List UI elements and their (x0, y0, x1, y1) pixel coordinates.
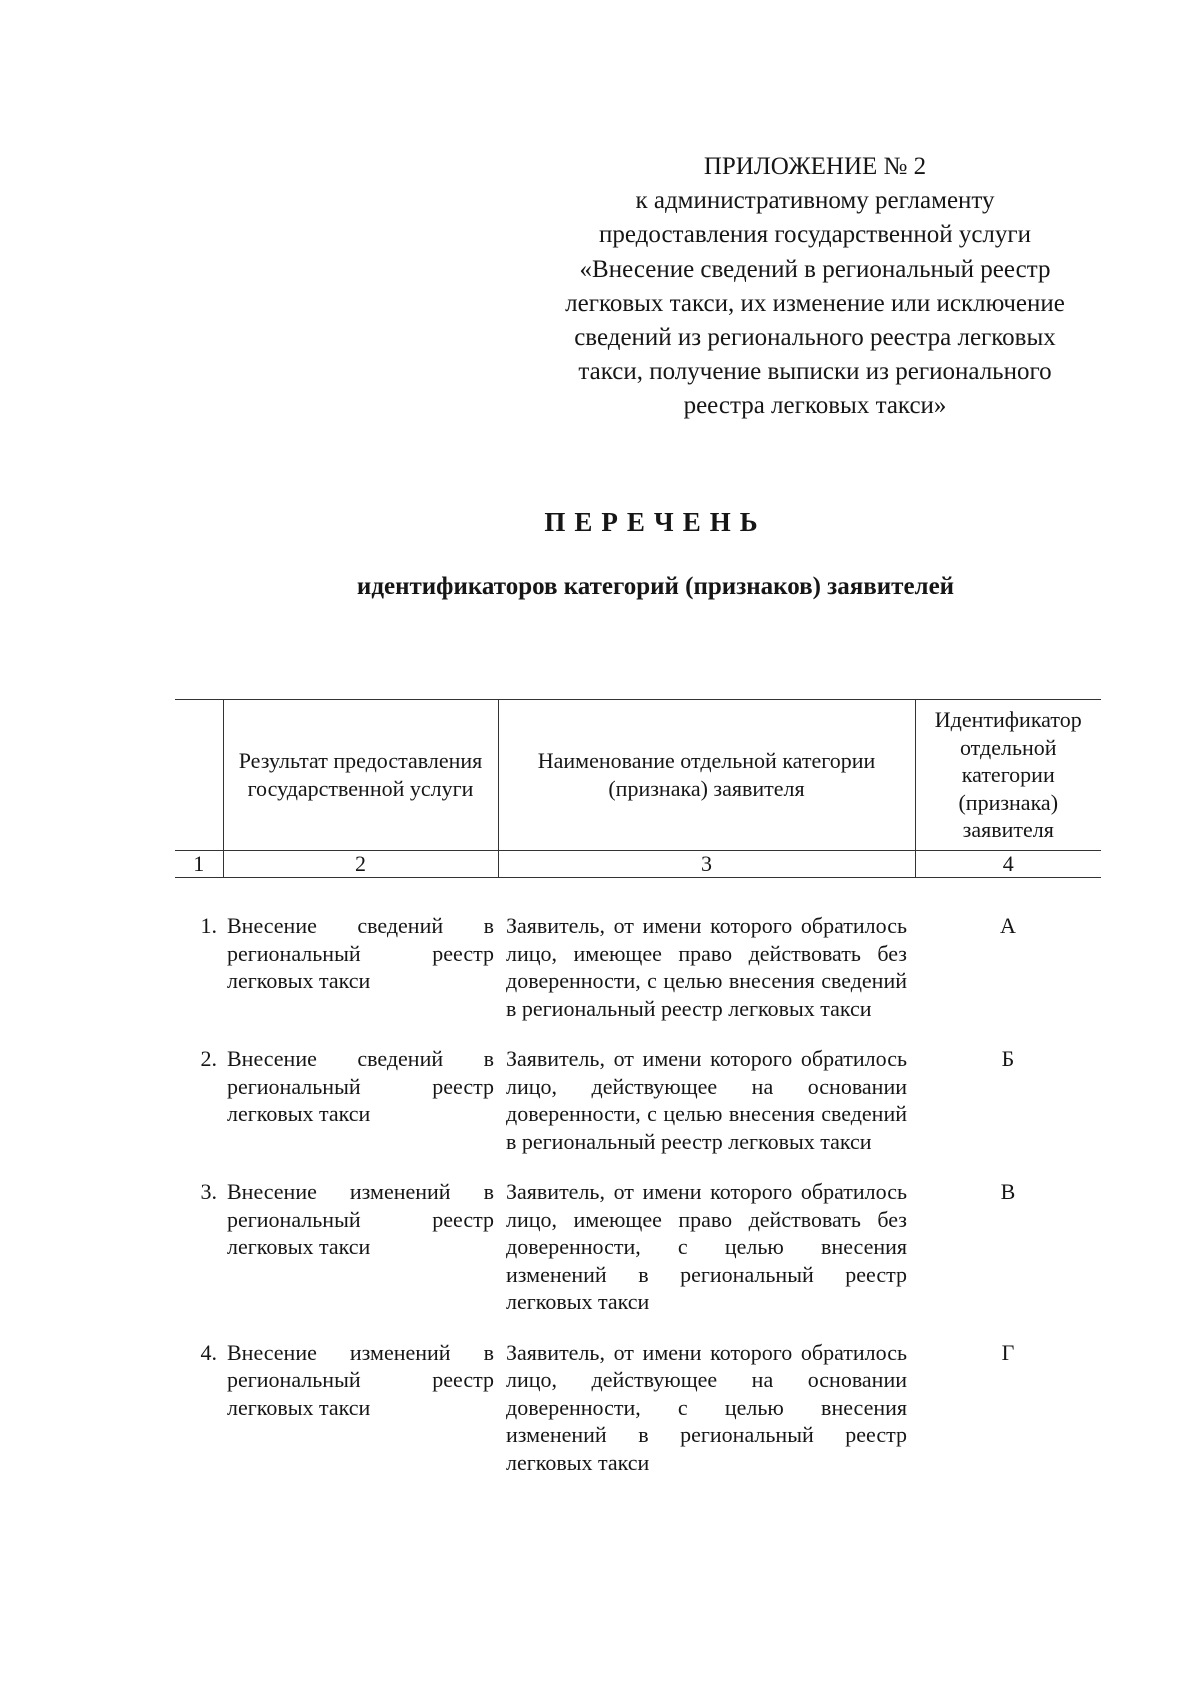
table-row (175, 1339, 1101, 1500)
appendix-line: к административному регламенту (635, 187, 995, 215)
row-category: Заявитель, от имени которого обратилось лицо, действующее на основании доверенности, с целью внесения сведений в региональный реестр легковых такси (506, 1046, 907, 1154)
row-category: Заявитель, от имени которого обратилось лицо, имеющее право действовать без доверенности, с целью внесения сведений в региональный реестр легковых такси (506, 913, 907, 1021)
appendix-line: предоставления государственной услуги (598, 221, 1032, 249)
row-identifier: А (1000, 913, 1016, 938)
appendix-line: реестра легковых такси» (683, 392, 947, 420)
document-subtitle: идентификаторов категорий (признаков) заявителей (356, 573, 955, 600)
row-result: Внесение изменений в региональный реестр легковых такси (227, 1179, 494, 1259)
table-row (175, 1178, 1101, 1339)
table-header-row (175, 700, 1101, 851)
header-cell-result: Результат предоставления государственной услуги (223, 700, 498, 851)
column-number: 2 (223, 851, 498, 878)
table-row (175, 878, 1101, 1046)
row-identifier: Б (1001, 1046, 1015, 1071)
column-numbers-row (175, 851, 1101, 878)
row-category: Заявитель, от имени которого обратилось лицо, действующее на основании доверенности, с целью внесения изменений в региональный реестр легковых такси (506, 1339, 907, 1475)
row-identifier: В (1000, 1179, 1016, 1204)
identifiers-table (175, 699, 1101, 1499)
row-number: 4. (200, 1339, 217, 1365)
appendix-line: такси, получение выписки из регионального (578, 358, 1052, 386)
header-cell-number (175, 700, 223, 851)
appendix-header (535, 150, 1095, 424)
header-cell-identifier: Идентификатор отдельной категории (признака) заявителя (915, 700, 1101, 851)
row-identifier: Г (1001, 1339, 1015, 1365)
column-number: 3 (498, 851, 915, 878)
row-result: Внесение изменений в региональный реестр легковых такси (227, 1339, 494, 1420)
row-result: Внесение сведений в региональный реестр легковых такси (227, 1046, 494, 1126)
appendix-line: сведений из регионального реестра легковых (574, 324, 1056, 352)
table-row (175, 1045, 1101, 1178)
column-number: 1 (175, 851, 223, 878)
row-number: 2. (200, 1046, 217, 1071)
row-number: 1. (200, 913, 217, 938)
column-number: 4 (915, 851, 1101, 878)
appendix-line: легковых такси, их изменение или исключение (565, 289, 1065, 317)
row-number: 3. (200, 1179, 217, 1204)
row-category: Заявитель, от имени которого обратилось лицо, имеющее право действовать без доверенности, с целью внесения изменений в региональный реестр легковых такси (506, 1179, 907, 1314)
document-title: ПЕРЕЧЕНЬ (544, 507, 767, 537)
row-result: Внесение сведений в региональный реестр легковых такси (227, 913, 494, 993)
header-cell-category: Наименование отдельной категории (признака) заявителя (498, 700, 915, 851)
appendix-line: «Внесение сведений в региональный реестр (579, 255, 1051, 283)
appendix-line: ПРИЛОЖЕНИЕ № 2 (703, 153, 927, 180)
